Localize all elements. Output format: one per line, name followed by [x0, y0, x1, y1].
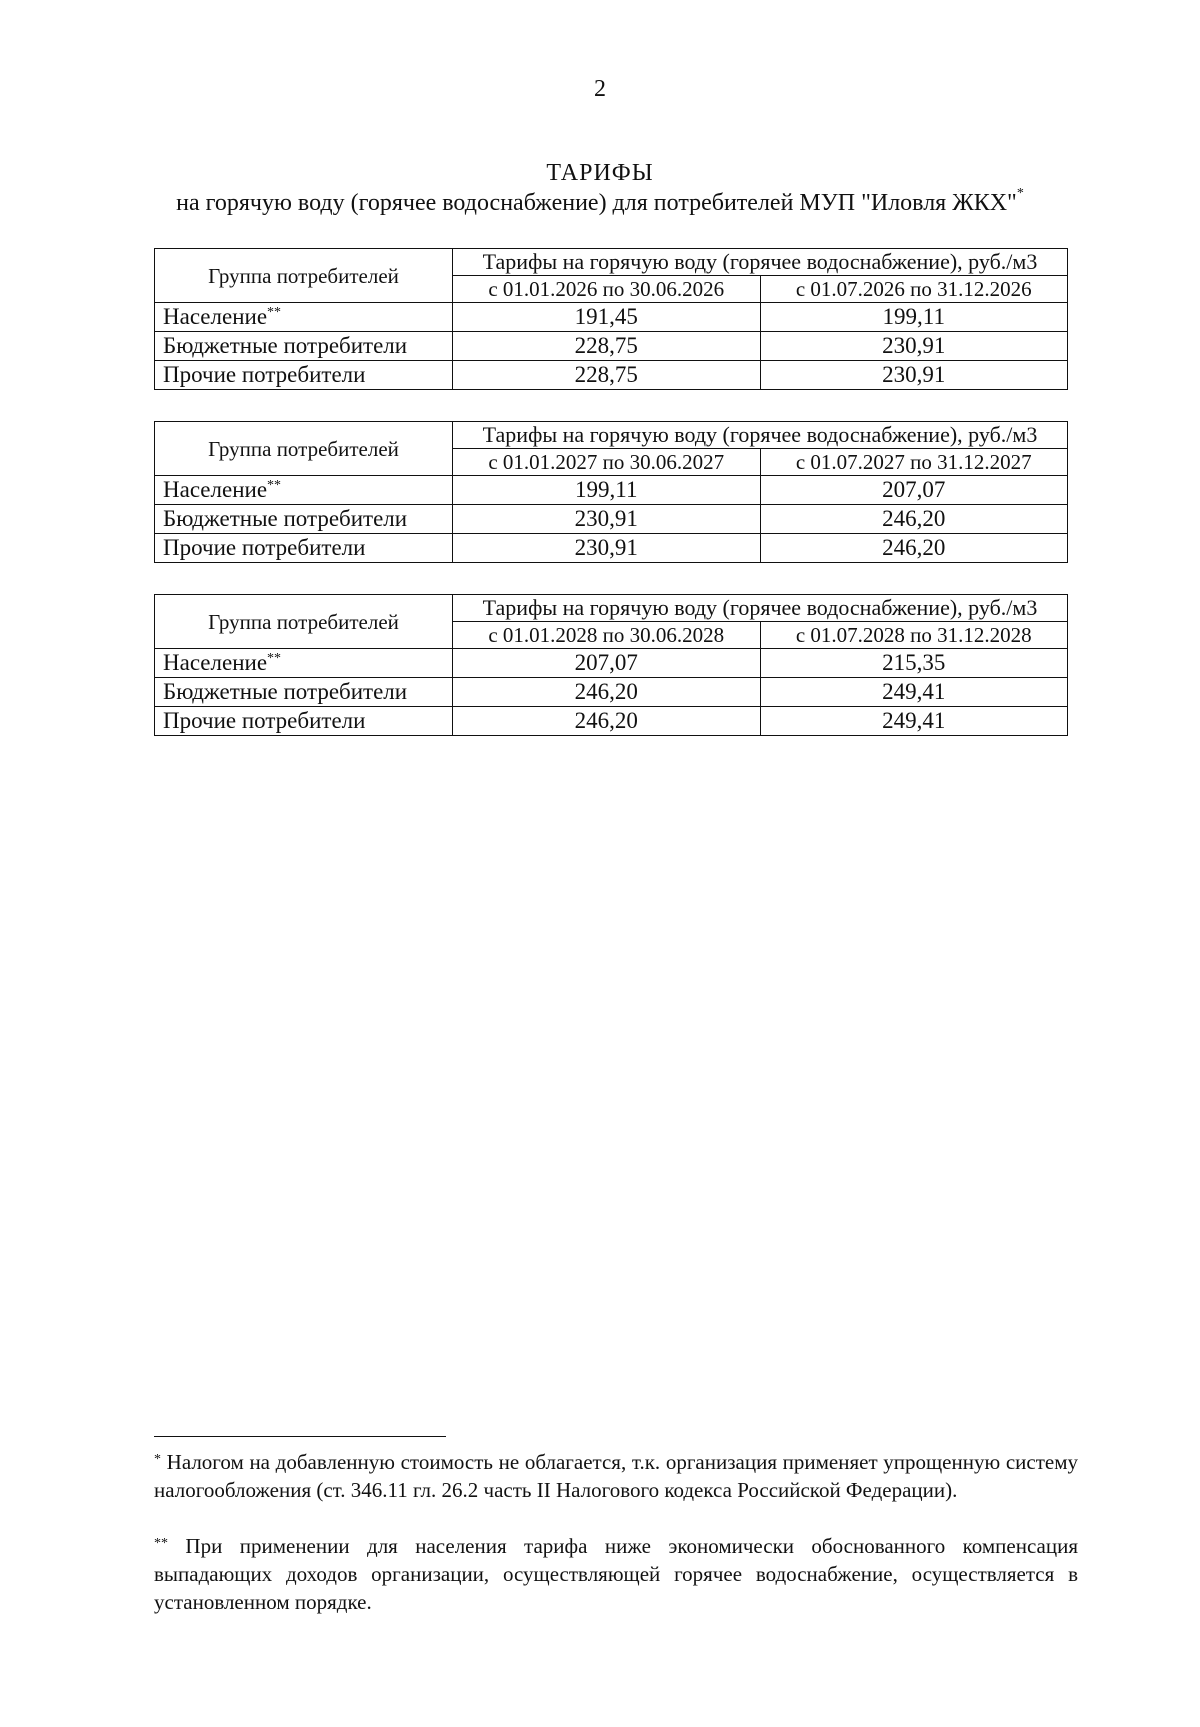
period-header: с 01.07.2026 по 31.12.2026 — [760, 276, 1068, 303]
consumer-group-cell — [155, 303, 453, 332]
document-title: ТАРИФЫ — [546, 160, 654, 186]
tariff-value: 230,91 — [760, 361, 1068, 390]
tariff-value: 246,20 — [453, 707, 761, 736]
subtitle-footnote-mark: * — [1016, 186, 1024, 201]
group-header: Группа потребителей — [155, 595, 453, 649]
document-subtitle — [0, 186, 1200, 217]
footnote-text: Налогом на добавленную стоимость не облагается, т.к. организация применяет упрощенную систему налогообложения (ст. 346.11 гл. 26.2 часть II Налогового кодекса Российской Федерации). — [154, 1450, 1078, 1502]
consumer-group-cell — [155, 534, 453, 563]
tariff-header: Тарифы на горячую воду (горячее водоснабжение), руб./м3 — [453, 422, 1068, 449]
period-header: с 01.01.2026 по 30.06.2026 — [453, 276, 761, 303]
tariff-table — [154, 421, 1068, 563]
tariff-value: 207,07 — [453, 649, 761, 678]
tariff-value: 207,07 — [760, 476, 1068, 505]
tariff-value: 246,20 — [760, 505, 1068, 534]
consumer-group-name: Бюджетные потребители — [163, 506, 408, 531]
footnote-mark: ** — [154, 1536, 168, 1551]
tariff-value: 215,35 — [760, 649, 1068, 678]
period-header: с 01.01.2027 по 30.06.2027 — [453, 449, 761, 476]
group-header: Группа потребителей — [155, 422, 453, 476]
footnote-mark: ** — [267, 651, 282, 666]
tariff-table — [154, 248, 1068, 390]
footnote-mark: ** — [267, 305, 282, 320]
consumer-group-cell — [155, 649, 453, 678]
consumer-group-name: Бюджетные потребители — [163, 679, 408, 704]
table-row — [155, 332, 1068, 361]
footnote-mark: * — [154, 1452, 161, 1467]
table-row — [155, 534, 1068, 563]
footnote-vat — [154, 1448, 1078, 1504]
page-number: 2 — [594, 76, 606, 102]
tariff-header: Тарифы на горячую воду (горячее водоснабжение), руб./м3 — [453, 249, 1068, 276]
consumer-group-name: Бюджетные потребители — [163, 333, 408, 358]
consumer-group-name: Прочие потребители — [163, 535, 366, 560]
table-header-row — [155, 595, 1068, 622]
tariff-value: 230,91 — [453, 505, 761, 534]
group-header: Группа потребителей — [155, 249, 453, 303]
tariff-value: 199,11 — [453, 476, 761, 505]
consumer-group-name: Население — [163, 477, 268, 502]
table-row — [155, 707, 1068, 736]
tariff-value: 230,91 — [453, 534, 761, 563]
consumer-group-name: Население — [163, 304, 268, 329]
tariff-value: 199,11 — [760, 303, 1068, 332]
table-row — [155, 303, 1068, 332]
consumer-group-cell — [155, 361, 453, 390]
tariff-value: 249,41 — [760, 707, 1068, 736]
consumer-group-cell — [155, 476, 453, 505]
table-row — [155, 649, 1068, 678]
footnote-text: При применении для населения тарифа ниже экономически обоснованного компенсация выпадающих доходов организации, осуществляющей горячее водоснабжение, осуществляется в установленном порядке. — [154, 1534, 1078, 1614]
period-header: с 01.07.2027 по 31.12.2027 — [760, 449, 1068, 476]
period-header: с 01.07.2028 по 31.12.2028 — [760, 622, 1068, 649]
tariff-table — [154, 594, 1068, 736]
period-header: с 01.01.2028 по 30.06.2028 — [453, 622, 761, 649]
table-row — [155, 476, 1068, 505]
tariff-value: 246,20 — [760, 534, 1068, 563]
consumer-group-name: Прочие потребители — [163, 362, 366, 387]
consumer-group-cell — [155, 332, 453, 361]
consumer-group-cell — [155, 707, 453, 736]
consumer-group-name: Население — [163, 650, 268, 675]
consumer-group-name: Прочие потребители — [163, 708, 366, 733]
table-header-row — [155, 249, 1068, 276]
table-row — [155, 678, 1068, 707]
tariff-value: 246,20 — [453, 678, 761, 707]
tariff-value: 228,75 — [453, 332, 761, 361]
table-row — [155, 505, 1068, 534]
tariff-value: 249,41 — [760, 678, 1068, 707]
table-header-row — [155, 422, 1068, 449]
tariff-value: 191,45 — [453, 303, 761, 332]
subtitle-text: на горячую воду (горячее водоснабжение) для потребителей МУП "Иловля ЖКХ" — [176, 190, 1017, 216]
tariff-header: Тарифы на горячую воду (горячее водоснабжение), руб./м3 — [453, 595, 1068, 622]
tariff-value: 228,75 — [453, 361, 761, 390]
consumer-group-cell — [155, 678, 453, 707]
consumer-group-cell — [155, 505, 453, 534]
footnote-mark: ** — [267, 478, 282, 493]
footnote-divider — [154, 1436, 446, 1437]
tariff-value: 230,91 — [760, 332, 1068, 361]
table-row — [155, 361, 1068, 390]
footnote-compensation — [154, 1532, 1078, 1616]
